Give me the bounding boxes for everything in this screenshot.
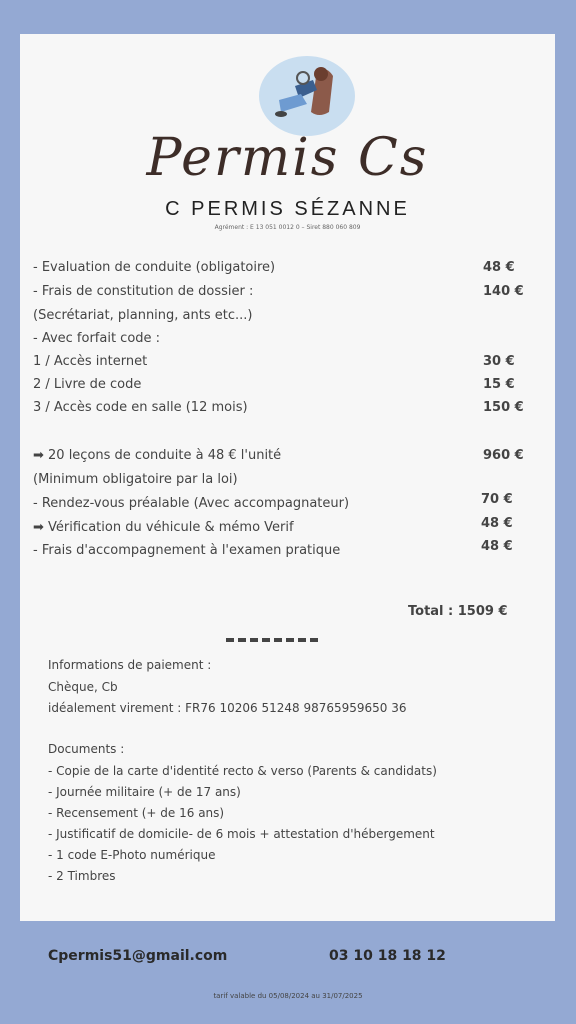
line-price: 150 € bbox=[483, 400, 524, 415]
document-item: - 2 Timbres bbox=[48, 869, 116, 883]
brand-script-logo: Permis Cs bbox=[146, 128, 429, 188]
line-text: - Rendez-vous préalable (Avec accompagnateur) bbox=[33, 496, 350, 511]
school-name: C PERMIS SÉZANNE bbox=[165, 198, 410, 220]
line-text: - Avec forfait code : bbox=[33, 331, 161, 346]
line-price: 960 € bbox=[483, 448, 524, 463]
validity-note: tarif valable du 05/08/2024 au 31/07/2025 bbox=[213, 992, 363, 1000]
line-price: 30 € bbox=[483, 354, 515, 369]
line-text: 3 / Accès code en salle (12 mois) bbox=[33, 400, 248, 415]
document-item: - Recensement (+ de 16 ans) bbox=[48, 806, 225, 820]
line-text: - Frais de constitution de dossier : bbox=[33, 284, 254, 299]
document-item: - Justificatif de domicile- de 6 mois + attestation d'hébergement bbox=[48, 827, 435, 841]
line-price: 15 € bbox=[483, 377, 515, 392]
driving-student-logo bbox=[259, 56, 355, 136]
line-text: (Minimum obligatoire par la loi) bbox=[33, 472, 238, 487]
document-item: - Journée militaire (+ de 17 ans) bbox=[48, 785, 241, 799]
line-price: 70 € bbox=[481, 492, 513, 507]
documents-title: Documents : bbox=[48, 742, 125, 756]
line-price: 48 € bbox=[481, 516, 513, 531]
total-amount: Total : 1509 € bbox=[408, 604, 508, 619]
payment-title: Informations de paiement : bbox=[48, 658, 212, 672]
line-text: - Evaluation de conduite (obligatoire) bbox=[33, 260, 276, 275]
line-price: 48 € bbox=[483, 260, 515, 275]
document-item: - Copie de la carte d'identité recto & verso (Parents & candidats) bbox=[48, 764, 437, 778]
line-price: 140 € bbox=[483, 284, 524, 299]
driver-illustration-icon bbox=[259, 56, 355, 136]
line-text: - Frais d'accompagnement à l'examen pratique bbox=[33, 543, 341, 558]
contact-phone[interactable]: 03 10 18 18 12 bbox=[329, 948, 446, 964]
dashed-divider bbox=[226, 638, 318, 646]
line-price: 48 € bbox=[481, 539, 513, 554]
payment-methods: Chèque, Cb bbox=[48, 680, 118, 694]
line-text: (Secrétariat, planning, ants etc...) bbox=[33, 308, 253, 323]
line-text: 2 / Livre de code bbox=[33, 377, 142, 392]
agreement-number: Agrément : E 13 051 0012 0 – Siret 880 060 809 bbox=[214, 224, 361, 231]
line-text: 1 / Accès internet bbox=[33, 354, 148, 369]
line-text: ➡ Vérification du véhicule & mémo Verif bbox=[33, 520, 294, 535]
contact-email[interactable]: Cpermis51@gmail.com bbox=[48, 948, 228, 964]
document-item: - 1 code E-Photo numérique bbox=[48, 848, 216, 862]
price-sheet bbox=[20, 34, 555, 921]
payment-transfer: idéalement virement : FR76 10206 51248 98765959650 36 bbox=[48, 701, 407, 715]
line-text: ➡ 20 leçons de conduite à 48 € l'unité bbox=[33, 448, 282, 463]
